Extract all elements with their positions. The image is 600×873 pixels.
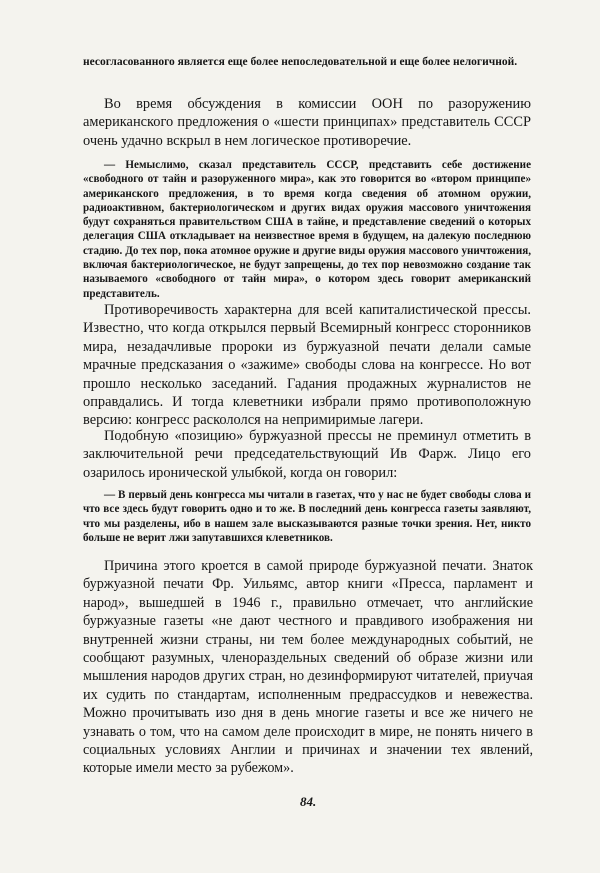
paragraph-bourgeois-press-nature: Причина этого кроется в самой природе буржуазной печати. Знаток буржуазной печати Фр. Уильямс, автор книги «Пресса, парламент и народ», вышедшей в 1946 г., правильно отмечает, что английские буржуазные газеты «не дают честного и правдивого изображения ни внутренней жизни страны, ни тем более международных событий, не сообщают разумных, членораздельных сведений об образе жизни или мышления народов других стран, но дезинформируют читателей, приучая их судить по стандартам, исполненным предрассудков и невежества. Можно прочитывать изо дня в день многие газеты и все же ничего не узнавать о том, что на самом деле происходит в мире, не понять ничего в социальных условиях Англии и причинах и значении тех явлений, которые имели место за рубежом». xyxy=(83,558,533,777)
paragraph-yves-farge: Подобную «позицию» буржуазной прессы не преминул отметить в заключительной речи председательствующий Ив Фарж. Лицо его озарилось иронической улыбкой, когда он говорил: xyxy=(83,428,531,481)
paragraph-un-disarmament: Во время обсуждения в комиссии ООН по разоружению американского предложения о «шести принципах» представитель СССР очень удачно вскрыл в нем логическое противоречие. xyxy=(83,96,531,149)
paragraph-capitalist-press: Противоречивость характерна для всей капиталистической прессы. Известно, что когда открылся первый Всемирный конгресс сторонников мира, незадачливые пророки из буржуазной печати делали самые мрачные предсказания о «зажиме» свободы слова на конгрессе. Но вот прошло несколько заседаний. Гадания продажных журналистов не оправдались. И тогда клеветники избрали прямо противоположную версию: конгресс раскололся на непримиримые лагери. xyxy=(83,302,531,429)
page-number: 84. xyxy=(300,794,317,809)
quote-ussr-representative: — Немыслимо, сказал представитель СССР, представить себе достижение «свободного от тайн и разоруженного мира», как это говорится во «втором принципе» американского предложения, в то время когда сведения об атомном оружии, радиоактивном, бактериологическом и других видах оружия массового уничтожения будут сохраняться правительством США в тайне, и представление сведений о которых делегация США откладывает на неизвестное время в будущем, на далекую последнюю стадию. До тех пор, пока атомное оружие и другие виды оружия массового уничтожения, включая бактериологическое, не будут запрещены, до тех пор невозможно создание так называемого «свободного от тайн мира», о котором здесь говорит американский представитель. xyxy=(83,159,531,300)
quote-yves-farge: — В первый день конгресса мы читали в газетах, что у нас не будет свободы слова и что все здесь будут говорить одно и то же. В последний день конгресса газеты заявляют, что мы разделены, ибо в нашем зале высказываются разные точки зрения. Нет, никто больше не верит лжи запутавшихся клеветников. xyxy=(83,489,531,544)
paragraph-continuation: несогласованного является еще более непоследовательной и еще более нелогичной. xyxy=(83,56,518,68)
